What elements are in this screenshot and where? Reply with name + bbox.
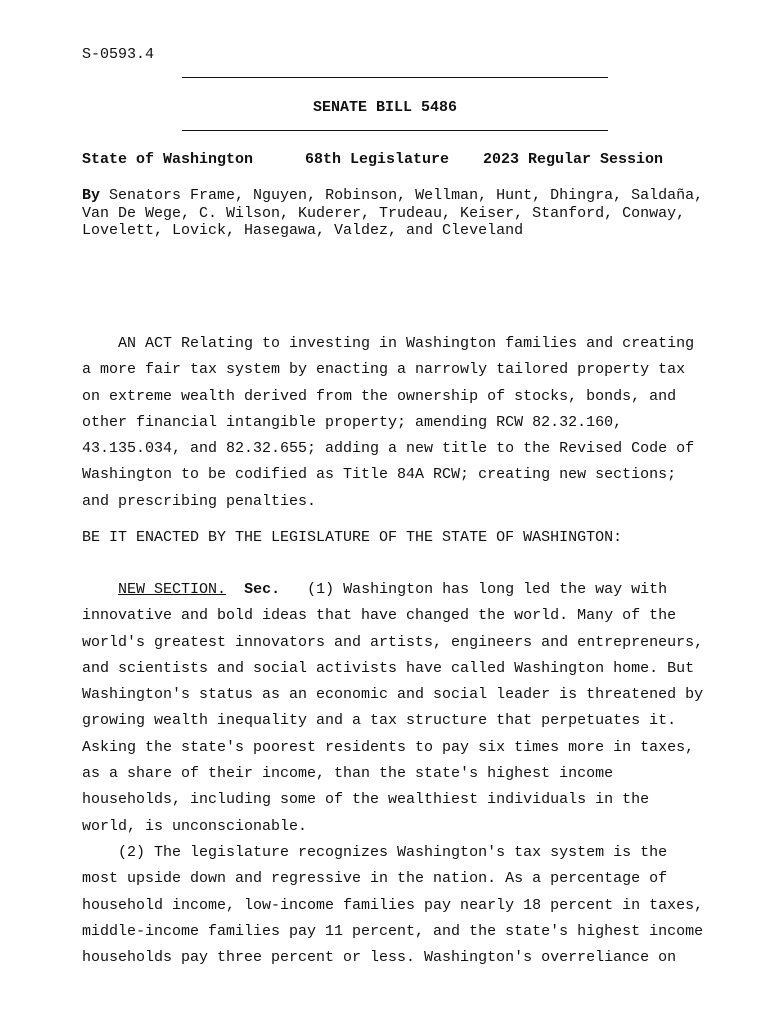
sponsors-line-1: Senators Frame, Nguyen, Robinson, Wellman, Hunt, Dhingra, Saldaña, (109, 187, 704, 204)
act-line: 43.135.034, and 82.32.655; adding a new title to the Revised Code of (82, 440, 695, 458)
section-line: household income, low-income families pay nearly 18 percent in taxes, (82, 896, 704, 914)
act-line: and prescribing penalties. (82, 492, 317, 510)
section-paragraph (82, 577, 722, 971)
act-line: Washington to be codified as Title 84A RCW; creating new sections; (82, 466, 677, 484)
section-line: households pay three percent or less. Washington's overreliance on (82, 949, 677, 967)
act-line: other financial intangible property; amending RCW 82.32.160, (82, 413, 623, 431)
section-line: as a share of their income, than the state's highest income (82, 765, 614, 783)
bill-title: SENATE BILL 5486 (312, 99, 458, 116)
section-first-line (82, 577, 722, 603)
act-line: AN ACT Relating to investing in Washington families and creating (82, 335, 695, 352)
section-line: and scientists and social activists have called Washington home. But (82, 659, 695, 677)
act-title-paragraph (82, 331, 722, 515)
section-line: (2) The legislature recognizes Washington's tax system is the (82, 843, 668, 861)
header-session: 2023 Regular Session (483, 151, 664, 168)
section-sec-label: Sec. (244, 581, 281, 598)
section-line: innovative and bold ideas that have changed the world. Many of the (82, 607, 677, 625)
sponsors-line-2: Van De Wege, C. Wilson, Kuderer, Trudeau, Keiser, Stanford, Conway, (82, 204, 686, 222)
enacting-clause: BE IT ENACTED BY THE LEGISLATURE OF THE STATE OF WASHINGTON: (82, 529, 623, 546)
section-line: households, including some of the wealthiest individuals in the (82, 791, 650, 809)
section-line: Asking the state's poorest residents to pay six times more in taxes, (82, 738, 695, 756)
act-line: on extreme wealth derived from the ownership of stocks, bonds, and (82, 387, 677, 405)
header-state: State of Washington (82, 151, 254, 168)
section-line: most upside down and regressive in the nation. As a percentage of (82, 870, 668, 888)
document-code: S-0593.4 (82, 46, 155, 63)
section-line: Washington's status as an economic and social leader is threatened by (82, 686, 704, 704)
new-section-label: NEW SECTION. (118, 581, 227, 598)
sponsors-line-3: Lovelett, Lovick, Hasegawa, Valdez, and Cleveland (82, 222, 524, 240)
header-legislature: 68th Legislature (305, 151, 450, 168)
section-line: world's greatest innovators and artists, engineers and entrepreneurs, (82, 633, 704, 651)
section-line: world, is unconscionable. (82, 817, 308, 835)
header-rule-bottom (182, 130, 608, 131)
act-line: a more fair tax system by enacting a narrowly tailored property tax (82, 361, 686, 379)
section-line: growing wealth inequality and a tax structure that perpetuates it. (82, 712, 677, 730)
section-line: middle-income families pay 11 percent, and the state's highest income (82, 922, 704, 940)
sponsors-by-label: By (82, 187, 101, 204)
section-first-line-text: (1) Washington has long led the way with (307, 581, 668, 598)
header-rule-top (182, 77, 608, 78)
sponsors (82, 187, 703, 240)
